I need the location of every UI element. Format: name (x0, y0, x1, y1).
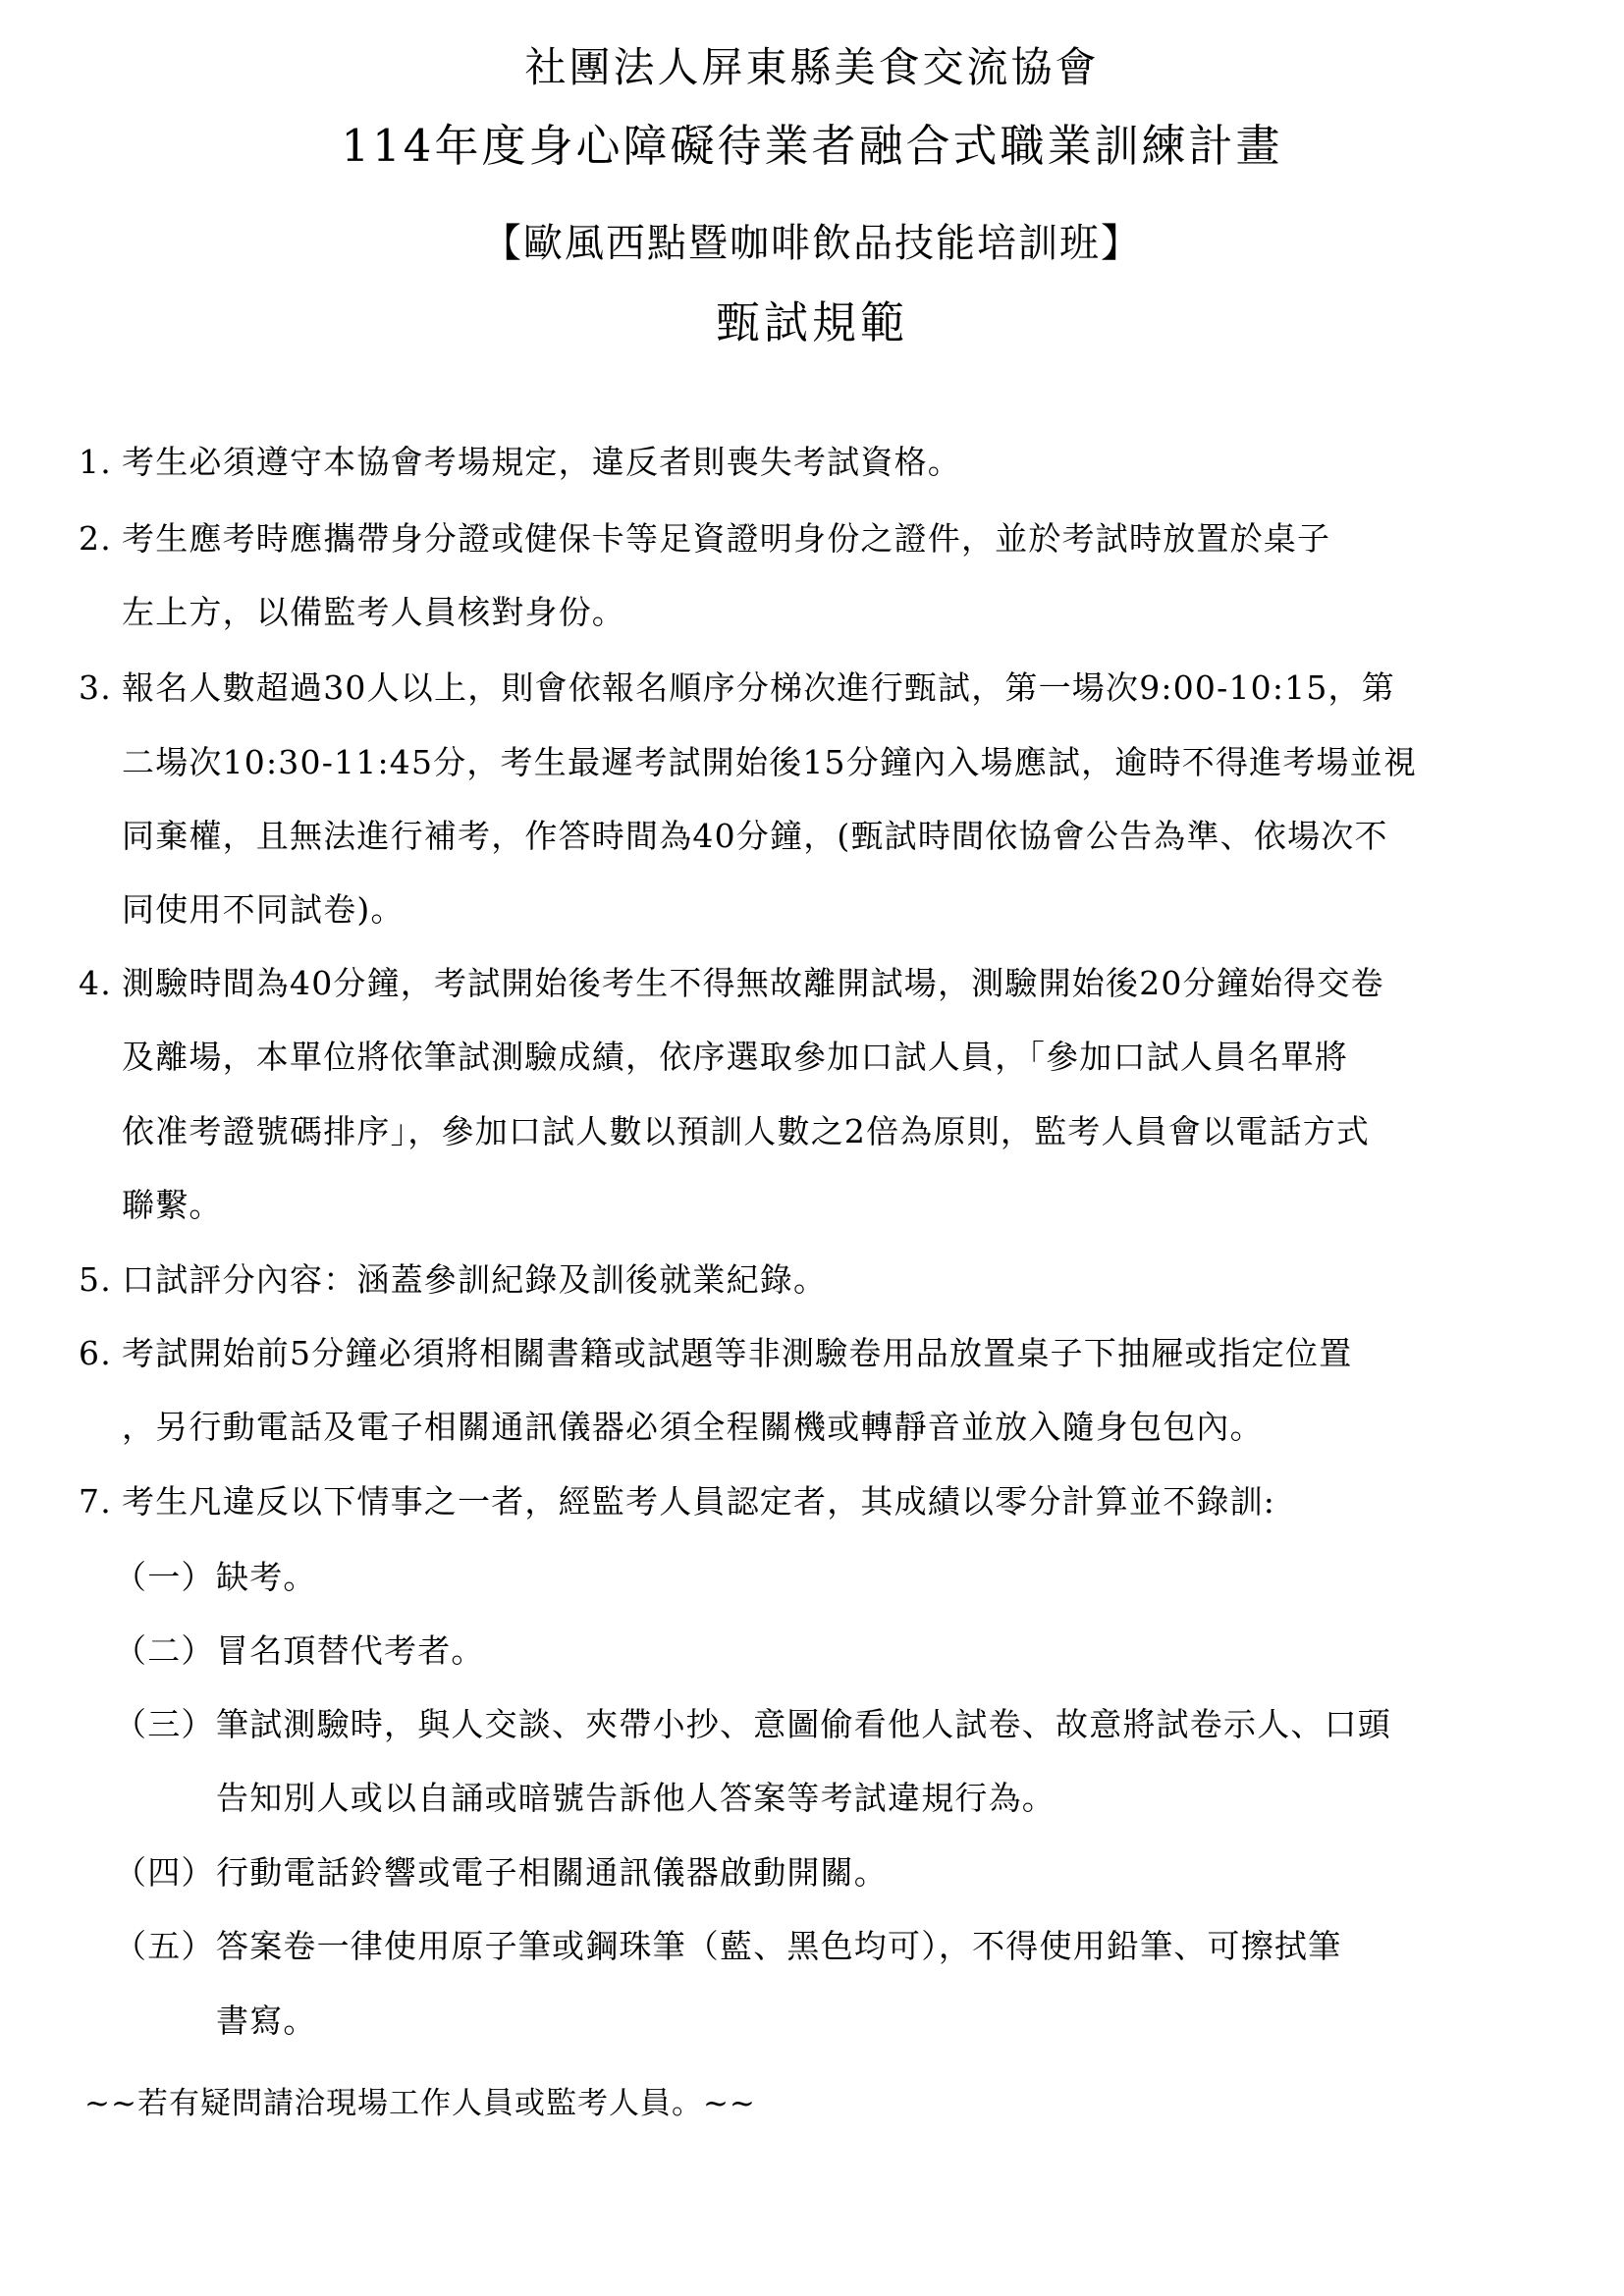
clause-text: 冒名頂替代考者。 (216, 1631, 485, 1670)
rule-3-continuation: 同使用不同試卷)。 (122, 890, 405, 929)
rule-3 (79, 668, 1395, 707)
clause-number: （四） (114, 1853, 215, 1892)
rule-number: 2. (79, 519, 112, 558)
rule-1 (79, 443, 961, 481)
rule-text: 考試開始前5分鐘必須將相關書籍或試題等非測驗卷用品放置桌子下抽屜或指定位置 (122, 1334, 1353, 1372)
plan-title: 114年度身心障礙待業者融合式職業訓練計畫 (341, 120, 1283, 172)
rule-number: 7. (79, 1482, 112, 1521)
rule-text: 考生應考時應攜帶身分證或健保卡等足資證明身份之證件，並於考試時放置於桌子 (122, 519, 1331, 558)
rule-text: 口試評分內容：涵蓋參訓紀錄及訓後就業紀錄。 (122, 1260, 828, 1299)
document-title: 甄試規範 (715, 296, 908, 348)
rule-7 (79, 1482, 1276, 1521)
rule-4-continuation: 及離場，本單位將依筆試測驗成績，依序選取參加口試人員，「參加口試人員名單將 (122, 1038, 1348, 1076)
rule-number: 3. (79, 668, 112, 707)
clause-3-continuation: 告知別人或以自誦或暗號告訴他人答案等考試違規行為。 (216, 1779, 1056, 1817)
rule-2 (79, 519, 1331, 558)
rule-2-continuation: 左上方，以備監考人員核對身份。 (122, 593, 625, 631)
rule-text: 測驗時間為40分鐘，考試開始後考生不得無故離開試場，測驗開始後20分鐘始得交卷 (122, 964, 1384, 1002)
clause-3 (114, 1705, 1391, 1743)
rule-text: 考生凡違反以下情事之一者，經監考人員認定者，其成績以零分計算並不錄訓: (122, 1482, 1276, 1521)
clause-text: 筆試測驗時，與人交談、夾帶小抄、意圖偷看他人試卷、故意將試卷示人、口頭 (216, 1705, 1391, 1743)
clause-number: （五） (114, 1927, 215, 1965)
clause-number: （一） (114, 1558, 215, 1596)
rule-3-continuation: 同棄權，且無法進行補考，作答時間為40分鐘，(甄試時間依協會公告為準、依場次不 (122, 817, 1388, 855)
rule-5 (79, 1260, 828, 1299)
rule-4-continuation: 聯繫。 (122, 1186, 223, 1224)
rule-text: 考生必須遵守本協會考場規定，違反者則喪失考試資格。 (122, 443, 961, 481)
clause-text: 答案卷一律使用原子筆或鋼珠筆（藍、黑色均可），不得使用鉛筆、可擦拭筆 (216, 1927, 1342, 1965)
clause-number: （二） (114, 1631, 215, 1670)
rule-number: 1. (79, 443, 112, 481)
rule-text: 報名人數超過30人以上，則會依報名順序分梯次進行甄試，第一場次9:00-10:15，第 (122, 668, 1395, 707)
organization-name: 社團法人屏東縣美食交流協會 (524, 43, 1100, 91)
rule-4-continuation: 依准考證號碼排序」，參加口試人數以預訓人數之2倍為原則，監考人員會以電話方式 (122, 1112, 1371, 1150)
clause-5 (114, 1927, 1342, 1965)
clause-5-continuation: 書寫。 (216, 2002, 317, 2040)
clause-2 (114, 1631, 485, 1670)
course-name: 【歐風西點暨咖啡飲品技能培訓班】 (482, 221, 1142, 266)
rule-4 (79, 964, 1384, 1002)
rule-6-continuation: ，另行動電話及電子相關通訊儀器必須全程關機或轉靜音並放入隨身包包內。 (122, 1408, 1264, 1446)
rule-number: 4. (79, 964, 112, 1002)
clause-text: 缺考。 (216, 1558, 317, 1596)
rule-number: 6. (79, 1334, 112, 1372)
clause-1 (114, 1558, 317, 1596)
clause-4 (114, 1853, 888, 1892)
clause-text: 行動電話鈴響或電子相關通訊儀器啟動開關。 (216, 1853, 888, 1892)
clause-number: （三） (114, 1705, 215, 1743)
rule-number: 5. (79, 1260, 112, 1299)
contact-note: ~~若有疑問請洽現場工作人員或監考人員。~~ (84, 2086, 756, 2121)
rule-3-continuation: 二場次10:30-11:45分，考生最遲考試開始後15分鐘內入場應試，逾時不得進考場並視 (122, 743, 1418, 781)
rule-6 (79, 1334, 1353, 1372)
